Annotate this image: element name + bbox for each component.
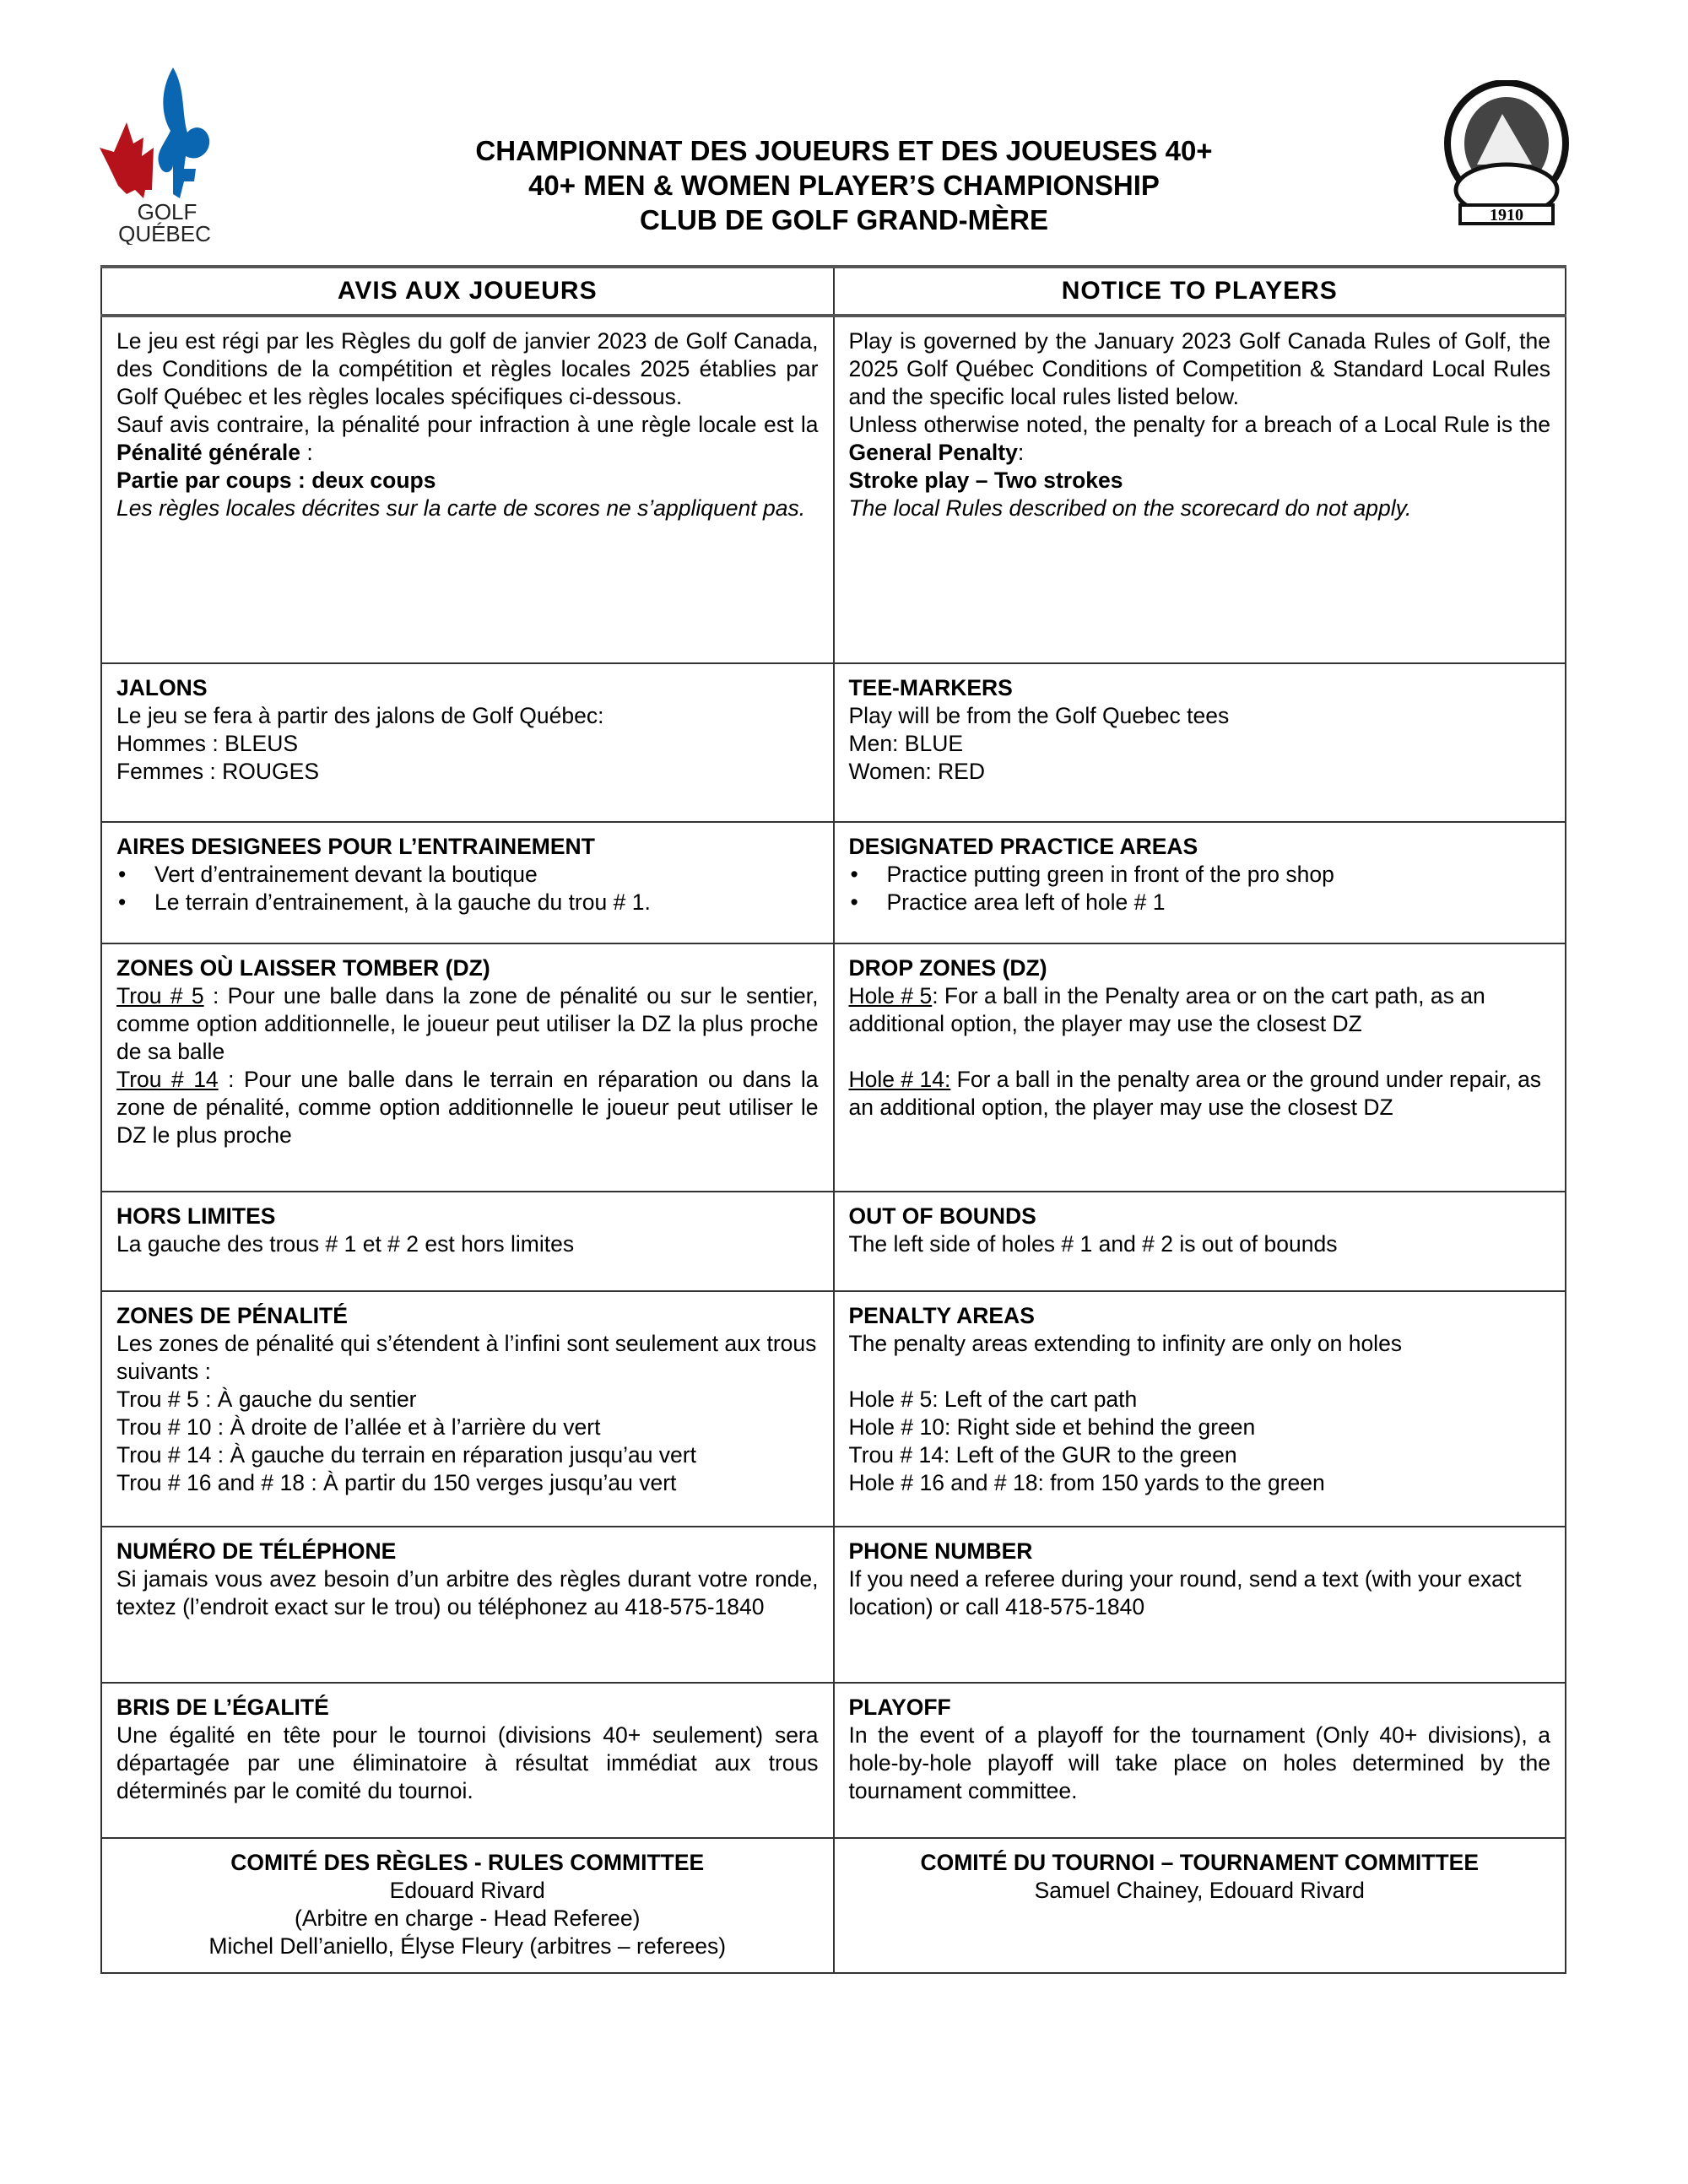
- text-segment: Trou # 5 : À gauche du sentier: [116, 1387, 417, 1412]
- text-segment: Le jeu est régi par les Règles du golf de janvier 2023 de Golf Canada, des Conditions de la compétition et règles locales 2025 établies par Golf Québec et les règles locales spécifiques ci-dessous.: [116, 328, 819, 409]
- text-segment: Unless otherwise noted, the penalty for a breach of a Local Rule is the: [848, 412, 1550, 437]
- paragraph: [849, 674, 1551, 702]
- paragraph: [116, 1694, 819, 1722]
- paragraph: [116, 1722, 819, 1805]
- paragraph: [116, 1230, 819, 1258]
- cell-fr: [101, 822, 834, 943]
- paragraph: [849, 861, 1551, 889]
- text-segment: Trou # 14: [116, 1067, 219, 1092]
- text-segment: Stroke play – Two strokes: [848, 468, 1123, 493]
- section-heading: ZONES DE PÉNALITÉ: [116, 1303, 348, 1328]
- text-segment: Le terrain d’entrainement, à la gauche du trou # 1.: [154, 889, 651, 915]
- paragraph: [116, 954, 819, 982]
- paragraph: [116, 889, 819, 916]
- cell-fr: [101, 1683, 834, 1838]
- section-heading: BRIS DE L’ÉGALITÉ: [116, 1695, 329, 1720]
- cell-fr: [101, 316, 834, 663]
- paragraph: [849, 1722, 1551, 1805]
- cell-en: [834, 1291, 1566, 1527]
- paragraph: [849, 1066, 1551, 1122]
- paragraph: [849, 1230, 1551, 1258]
- text-segment: Practice putting green in front of the pro shop: [886, 862, 1334, 887]
- notice-row: [101, 316, 1566, 663]
- paragraph: [849, 411, 1551, 467]
- club-grand-mere-crest: [1439, 80, 1578, 232]
- cell-en: [834, 822, 1566, 943]
- cell-en: [834, 316, 1566, 663]
- text-segment: The local Rules described on the scorecard do not apply.: [848, 495, 1412, 521]
- paragraph: [849, 702, 1551, 730]
- text-segment: Pénalité générale: [116, 440, 300, 465]
- paragraph: [849, 758, 1551, 786]
- text-segment: Si jamais vous avez besoin d’un arbitre des règles durant votre ronde, textez (l’endroit exact sur le trou) ou téléphonez au 418-575-1840: [116, 1566, 819, 1619]
- text-segment: Hole # 5: Left of the cart path: [848, 1387, 1138, 1412]
- text-segment: Sauf avis contraire, la pénalité pour infraction à une règle locale est la: [116, 412, 819, 437]
- text-segment: :: [300, 440, 313, 465]
- text-segment: Hole # 16 and # 18: from 150 yards to the green: [848, 1470, 1325, 1495]
- document-title: [253, 133, 1435, 237]
- text-segment: Edouard Rivard: [389, 1878, 545, 1903]
- text-segment: Trou # 16 and # 18 : À partir du 150 verges jusqu’au vert: [116, 1470, 677, 1495]
- text-segment: Play is governed by the January 2023 Golf Canada Rules of Golf, the 2025 Golf Québec Conditions of Competition & Standard Local Rules and the specific local rules listed below.: [848, 328, 1550, 409]
- notice-row: [101, 943, 1566, 1192]
- notice-row: [101, 1192, 1566, 1291]
- paragraph: [116, 1933, 819, 1960]
- cell-fr: [101, 1527, 834, 1683]
- text-segment: For a ball in the penalty area or the ground under repair, as an additional option, the player may use the closest DZ: [848, 1067, 1542, 1120]
- svg-text:GOLF: GOLF: [137, 199, 197, 224]
- title-line-fr: CHAMPIONNAT DES JOUEURS ET DES JOUEUSES 40+: [475, 135, 1213, 166]
- paragraph: [116, 702, 819, 730]
- paragraph: [116, 467, 819, 495]
- paragraph: [116, 982, 819, 1066]
- text-segment: Trou # 14 : À gauche du terrain en réparation jusqu’au vert: [116, 1442, 696, 1468]
- paragraph: [849, 495, 1551, 522]
- section-heading: ZONES OÙ LAISSER TOMBER (DZ): [116, 955, 490, 981]
- paragraph: [849, 1358, 1551, 1386]
- section-heading: DROP ZONES (DZ): [848, 955, 1047, 981]
- text-segment: The left side of holes # 1 and # 2 is out of bounds: [848, 1231, 1338, 1257]
- text-segment: Le jeu se fera à partir des jalons de Golf Québec:: [116, 703, 604, 728]
- text-segment: Trou # 14: Left of the GUR to the green: [848, 1442, 1237, 1468]
- text-segment: Hommes : BLEUS: [116, 731, 299, 756]
- text-segment: General Penalty: [848, 440, 1018, 465]
- notice-row: [101, 663, 1566, 822]
- paragraph: [849, 327, 1551, 411]
- text-segment: Men: BLUE: [848, 731, 964, 756]
- section-heading: HORS LIMITES: [116, 1203, 276, 1229]
- text-segment: :: [1017, 440, 1025, 465]
- golf-quebec-logo: [93, 63, 245, 245]
- notice-table: [100, 265, 1566, 1974]
- cell-fr: [101, 1291, 834, 1527]
- section-heading: OUT OF BOUNDS: [848, 1203, 1036, 1229]
- paragraph: [849, 1538, 1551, 1565]
- paragraph: [849, 833, 1551, 861]
- text-segment: Hole # 5: [848, 983, 933, 1008]
- paragraph: [849, 982, 1551, 1038]
- section-heading: JALONS: [116, 675, 208, 700]
- paragraph: [849, 889, 1551, 916]
- notice-row: [101, 1527, 1566, 1683]
- text-segment: In the event of a playoff for the tournament (Only 40+ divisions), a hole-by-hole playoff will take place on holes determined by the tournament committee.: [848, 1722, 1550, 1803]
- paragraph: [849, 1302, 1551, 1330]
- paragraph: [116, 327, 819, 411]
- paragraph: [116, 1330, 819, 1386]
- header-en: NOTICE TO PLAYERS: [834, 267, 1566, 316]
- paragraph: [116, 1877, 819, 1905]
- text-segment: La gauche des trous # 1 et # 2 est hors limites: [116, 1231, 575, 1257]
- text-segment: Vert d’entrainement devant la boutique: [154, 862, 538, 887]
- notice-row: [101, 1838, 1566, 1973]
- section-heading: PENALTY AREAS: [848, 1303, 1035, 1328]
- text-segment: Une égalité en tête pour le tournoi (divisions 40+ seulement) sera départagée par une éliminatoire à résultat immédiat aux trous déterminés par le comité du tournoi.: [116, 1722, 819, 1803]
- title-line-en: 40+ MEN & WOMEN PLAYER’S CHAMPIONSHIP: [528, 170, 1160, 201]
- text-segment: Les règles locales décrites sur la carte de scores ne s’appliquent pas.: [116, 495, 806, 521]
- text-segment: Play will be from the Golf Quebec tees: [848, 703, 1230, 728]
- cell-en: [834, 943, 1566, 1192]
- svg-text:1910: 1910: [1490, 206, 1523, 224]
- paragraph: [849, 1038, 1551, 1066]
- text-segment: Trou # 10 : À droite de l’allée et à l’arrière du vert: [116, 1414, 601, 1440]
- paragraph: [849, 1694, 1551, 1722]
- paragraph: [116, 833, 819, 861]
- paragraph: [849, 467, 1551, 495]
- paragraph: [849, 730, 1551, 758]
- paragraph: [116, 1565, 819, 1621]
- paragraph: [849, 1565, 1551, 1621]
- cell-fr: [101, 663, 834, 822]
- text-segment: (Arbitre en charge - Head Referee): [295, 1906, 641, 1931]
- title-line-club: CLUB DE GOLF GRAND-MÈRE: [640, 204, 1048, 235]
- paragraph: [116, 1441, 819, 1469]
- paragraph: [116, 861, 819, 889]
- paragraph: [849, 1877, 1551, 1905]
- paragraph: [116, 730, 819, 758]
- paragraph: [116, 495, 819, 522]
- section-heading: PHONE NUMBER: [848, 1538, 1033, 1564]
- cell-en: [834, 1527, 1566, 1683]
- paragraph: [849, 1441, 1551, 1469]
- paragraph: [116, 411, 819, 467]
- text-segment: Trou # 5: [116, 983, 204, 1008]
- paragraph: [116, 1302, 819, 1330]
- text-segment: Femmes : ROUGES: [116, 759, 320, 784]
- paragraph: [849, 1330, 1551, 1358]
- text-segment: Hole # 10: Right side et behind the green: [848, 1414, 1256, 1440]
- cell-fr: [101, 1838, 834, 1973]
- paragraph: [116, 758, 819, 786]
- paragraph: [116, 1905, 819, 1933]
- paragraph: [849, 1203, 1551, 1230]
- cell-fr: [101, 943, 834, 1192]
- paragraph: [116, 1386, 819, 1414]
- paragraph: [849, 954, 1551, 982]
- paragraph: [116, 1414, 819, 1441]
- section-heading: NUMÉRO DE TÉLÉPHONE: [116, 1538, 397, 1564]
- paragraph: [849, 1469, 1551, 1497]
- text-segment: Les zones de pénalité qui s’étendent à l’infini sont seulement aux trous suivants :: [116, 1331, 817, 1384]
- cell-en: [834, 1683, 1566, 1838]
- svg-text:QUÉBEC: QUÉBEC: [118, 221, 211, 245]
- section-heading: PLAYOFF: [848, 1695, 951, 1720]
- text-segment: : For a ball in the Penalty area or on the cart path, as an additional option, the player may use the closest DZ: [848, 983, 1485, 1036]
- paragraph: [116, 1538, 819, 1565]
- paragraph: [116, 1849, 819, 1877]
- notice-row: [101, 1683, 1566, 1838]
- notice-row: [101, 822, 1566, 943]
- header-fr: AVIS AUX JOUEURS: [101, 267, 834, 316]
- paragraph: [116, 1469, 819, 1497]
- cell-en: [834, 663, 1566, 822]
- paragraph: [116, 1203, 819, 1230]
- text-segment: Practice area left of hole # 1: [886, 889, 1166, 915]
- text-segment: Michel Dell’aniello, Élyse Fleury (arbitres – referees): [208, 1933, 727, 1959]
- section-heading: TEE-MARKERS: [848, 675, 1013, 700]
- notice-row: [101, 1291, 1566, 1527]
- paragraph: [116, 674, 819, 702]
- cell-fr: [101, 1192, 834, 1291]
- section-heading: AIRES DESIGNEES POUR L’ENTRAINEMENT: [116, 834, 595, 859]
- paragraph: [849, 1386, 1551, 1414]
- text-segment: Women: RED: [848, 759, 985, 784]
- text-segment: : Pour une balle dans la zone de pénalité ou sur le sentier, comme option additionnelle, le joueur peut utiliser la DZ la plus proche de sa balle: [116, 983, 819, 1064]
- cell-en: [834, 1192, 1566, 1291]
- text-segment: The penalty areas extending to infinity are only on holes: [848, 1331, 1403, 1356]
- paragraph: [849, 1849, 1551, 1877]
- section-heading: COMITÉ DU TOURNOI – TOURNAMENT COMMITTEE: [920, 1850, 1480, 1875]
- paragraph: [849, 1414, 1551, 1441]
- text-segment: : Pour une balle dans le terrain en réparation ou dans la zone de pénalité, comme option additionnelle le joueur peut utiliser le DZ le plus proche: [116, 1067, 819, 1148]
- section-heading: COMITÉ DES RÈGLES - RULES COMMITTEE: [230, 1850, 705, 1875]
- section-heading: DESIGNATED PRACTICE AREAS: [848, 834, 1198, 859]
- cell-en: [834, 1838, 1566, 1973]
- text-segment: If you need a referee during your round, send a text (with your exact location) or call 418-575-1840: [848, 1566, 1522, 1619]
- text-segment: Samuel Chainey, Edouard Rivard: [1034, 1878, 1365, 1903]
- text-segment: Hole # 14:: [848, 1067, 951, 1092]
- text-segment: Partie par coups : deux coups: [116, 468, 436, 493]
- paragraph: [116, 1066, 819, 1149]
